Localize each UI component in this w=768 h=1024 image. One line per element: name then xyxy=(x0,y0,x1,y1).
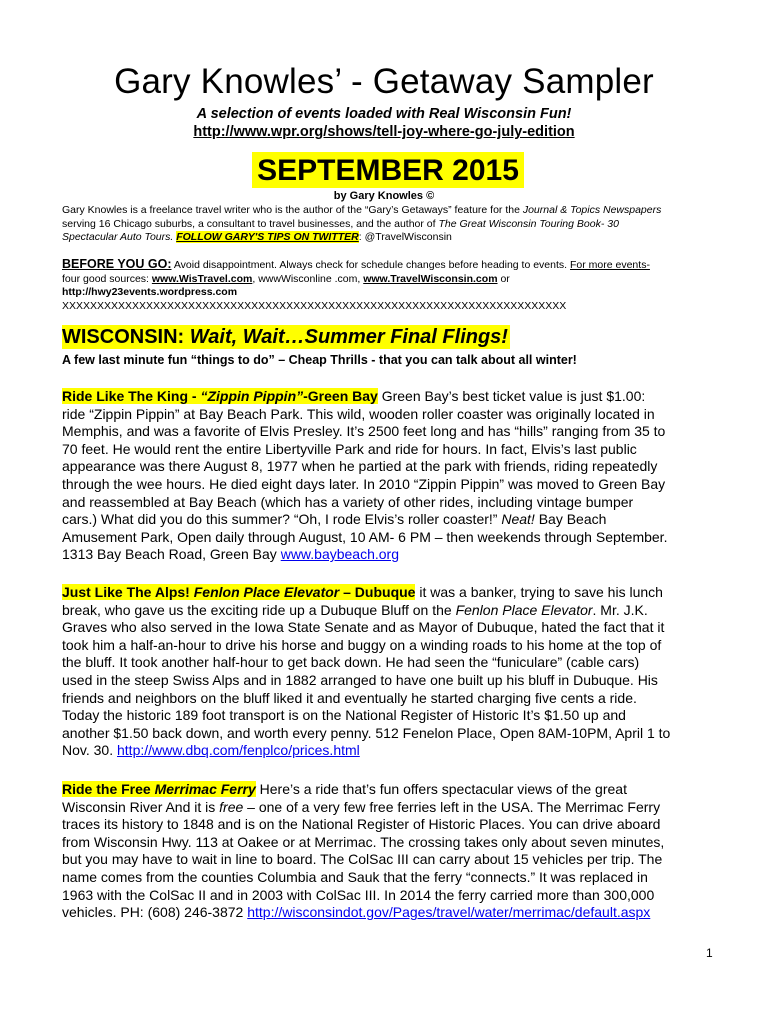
baybeach-link[interactable]: www.baybeach.org xyxy=(280,546,399,563)
source-wisconline: , wwwWisconline .com, xyxy=(252,272,364,285)
intro-text: serving 16 Chicago suburbs, a consultant to travel businesses, and the author of xyxy=(62,217,439,230)
source-link-travelwisconsin[interactable]: www.TravelWisconsin.com xyxy=(363,272,498,285)
page-subtitle: A selection of events loaded with Real Wisconsin Fun! xyxy=(196,106,572,122)
entry-text: Memphis, and was a favorite of Elvis Presley. It’s 2500 feet long and has “hills” ranging from 35 to xyxy=(62,423,666,440)
twitter-handle: : @TravelWisconsin xyxy=(358,231,452,243)
entry-text: ride “Zippin Pippin” at Bay Beach Park. This wild, wooden roller coaster was originally located in xyxy=(62,405,655,422)
entry-text: used in the steep Swiss Alps and in 1882 arranged to have one built up his bluff in Dubuque. His xyxy=(62,671,658,688)
wisconsin-subheading: A few last minute fun “things to do” – Cheap Thrills - that you can talk about all winter! xyxy=(62,353,577,367)
page-number: 1 xyxy=(706,946,713,960)
entry-text: vehicles. PH: (608) 246-3872 xyxy=(62,904,248,921)
entry-text: it was a banker, trying to save his lunch xyxy=(415,584,663,600)
source-link-hwy23[interactable]: http://hwy23events.wordpress.com xyxy=(62,286,238,298)
wisconsin-heading-label: WISCONSIN: xyxy=(62,326,190,348)
before-you-go xyxy=(62,258,742,300)
entry-title: Ride the Free Merrimac Ferry xyxy=(62,781,256,797)
more-events-label: For more events- xyxy=(570,259,650,271)
entry-text: through the wee hours. He died eight days later. In 2010 “Zippin Pippin” was moved to Green Bay xyxy=(62,475,666,492)
intro-publication: Journal & Topics Newspapers xyxy=(522,204,662,216)
entry-text: Today the historic 189 foot transport is on the National Register of Historic It’s $1.50 up and xyxy=(62,707,626,724)
entry-text: traces its history to 1848 and is on the National Register of Historic Places. You can drive aboard xyxy=(62,816,661,833)
header-link[interactable]: http://www.wpr.org/shows/tell-joy-where-go-july-edition xyxy=(193,124,575,140)
dbq-prices-link[interactable]: http://www.dbq.com/fenplco/prices.html xyxy=(117,742,360,759)
merrimac-link[interactable]: http://wisconsindot.gov/Pages/travel/water/merrimac/default.aspx xyxy=(247,904,651,921)
entry-emphasis: free xyxy=(219,798,244,815)
sources-text: or xyxy=(497,272,510,285)
sources-text: four good sources: xyxy=(62,272,152,285)
entry-text: Graves who also served in the Iowa State Senate and as Mayor of Dubuque, hated the fact that it xyxy=(62,619,665,636)
entry-text: break, who gave us the exciting ride up a Dubuque Bluff on the xyxy=(62,601,456,618)
entry-text: Green Bay’s best ticket value is just $1.00: xyxy=(377,388,646,404)
wisconsin-heading xyxy=(62,325,510,349)
twitter-callout: FOLLOW GARY'S TIPS ON TWITTER xyxy=(176,231,359,243)
byline: by Gary Knowles © xyxy=(333,190,435,202)
entry-text: appearance was there August 8, 1977 when he partied at the park with friends, riding repeatedly xyxy=(62,458,658,475)
entry-text: Amusement Park, Open daily through August, 10 AM- 6 PM – then weekends through September. xyxy=(62,528,668,545)
entry-text: Wisconsin River And it is xyxy=(62,798,220,815)
author-intro xyxy=(62,204,722,245)
entry-title: Ride Like The King - “Zippin Pippin”-Green Bay xyxy=(62,388,378,404)
separator-line: XXXXXXXXXXXXXXXXXXXXXXXXXXXXXXXXXXXXXXXXXXXXXXXXXXXXXXXXXXXXXXXXXXXXXXXX xyxy=(62,300,567,312)
source-link-wistravel[interactable]: www.WisTravel.com xyxy=(151,272,253,285)
intro-text: Gary Knowles is a freelance travel writer who is the author of the “Gary’s Getaways” feature for the xyxy=(62,204,523,216)
entry-fenlon-elevator xyxy=(62,584,722,760)
entry-zippin-pippin xyxy=(62,388,722,564)
entry-text: but you may have to wait in line to board. The ColSac III can carry about 15 vehicles per trip. The xyxy=(62,851,663,868)
entry-title: Just Like The Alps! Fenlon Place Elevator – Dubuque xyxy=(62,584,416,600)
entry-text: name comes from the counties Columbia and Sauk that the ferry “connects.” It was replaced in xyxy=(62,868,648,885)
entry-emphasis: Fenlon Place Elevator xyxy=(455,601,593,618)
entry-text: the bluff. It took another half-hour to get back down. He had seen the “funiculare” (cable cars) xyxy=(62,654,640,671)
entry-text: – one of a very few free ferries left in the USA. The Merrimac Ferry xyxy=(243,798,661,815)
month-banner: SEPTEMBER 2015 xyxy=(252,152,524,188)
entry-text: Nov. 30. xyxy=(62,742,117,759)
wisconsin-heading-tagline: Wait, Wait…Summer Final Flings! xyxy=(189,326,508,348)
intro-book-title: The Great Wisconsin Touring Book- 30 xyxy=(438,217,619,230)
page-title: Gary Knowles’ - Getaway Sampler xyxy=(114,62,654,101)
entry-text: . Mr. J.K. xyxy=(592,601,648,618)
entry-text: Bay Beach xyxy=(534,511,607,528)
entry-text: from Wisconsin Hwy. 113 at Oakee or at Merrimac. The crossing takes only about seven minutes, xyxy=(62,833,665,850)
entry-text: cars.) What did you do this summer? “Oh, I rode Elvis’s roller coaster!” xyxy=(62,511,502,528)
entry-text: took him a half-an-hour to drive his horse and buggy on a winding roads to his home at the top of xyxy=(62,636,662,653)
entry-text: 70 feet. He would rent the entire Libertyville Park and ride for hours. In fact, Elvis’s last public xyxy=(62,440,637,457)
intro-book-title: Spectacular Auto Tours. xyxy=(62,231,174,243)
entry-text: and reassembled at Bay Beach (which has a variety of other rides, including vintage bumper xyxy=(62,493,634,510)
entry-address: 1313 Bay Beach Road, Green Bay xyxy=(62,546,281,563)
entry-merrimac-ferry xyxy=(62,781,722,922)
entry-text: Here’s a ride that’s fun offers spectacular views of the great xyxy=(255,781,627,797)
entry-text: 1963 with the ColSac II and in 2003 with ColSac III. In 2014 the ferry carried more than 300,000 xyxy=(62,886,655,903)
before-you-go-label: BEFORE YOU GO: xyxy=(62,257,172,271)
before-you-go-text: Avoid disappointment. Always check for schedule changes before heading to events. xyxy=(171,259,570,271)
entry-emphasis: Neat! xyxy=(501,511,535,528)
entry-text: another $1.50 back down, and worth every penny. 512 Fenelon Place, Open 8AM-10PM, April 1 to xyxy=(62,724,671,741)
entry-text: friends and neighbors on the bluff liked it and eventually he started charging five cents a ride. xyxy=(62,689,637,706)
